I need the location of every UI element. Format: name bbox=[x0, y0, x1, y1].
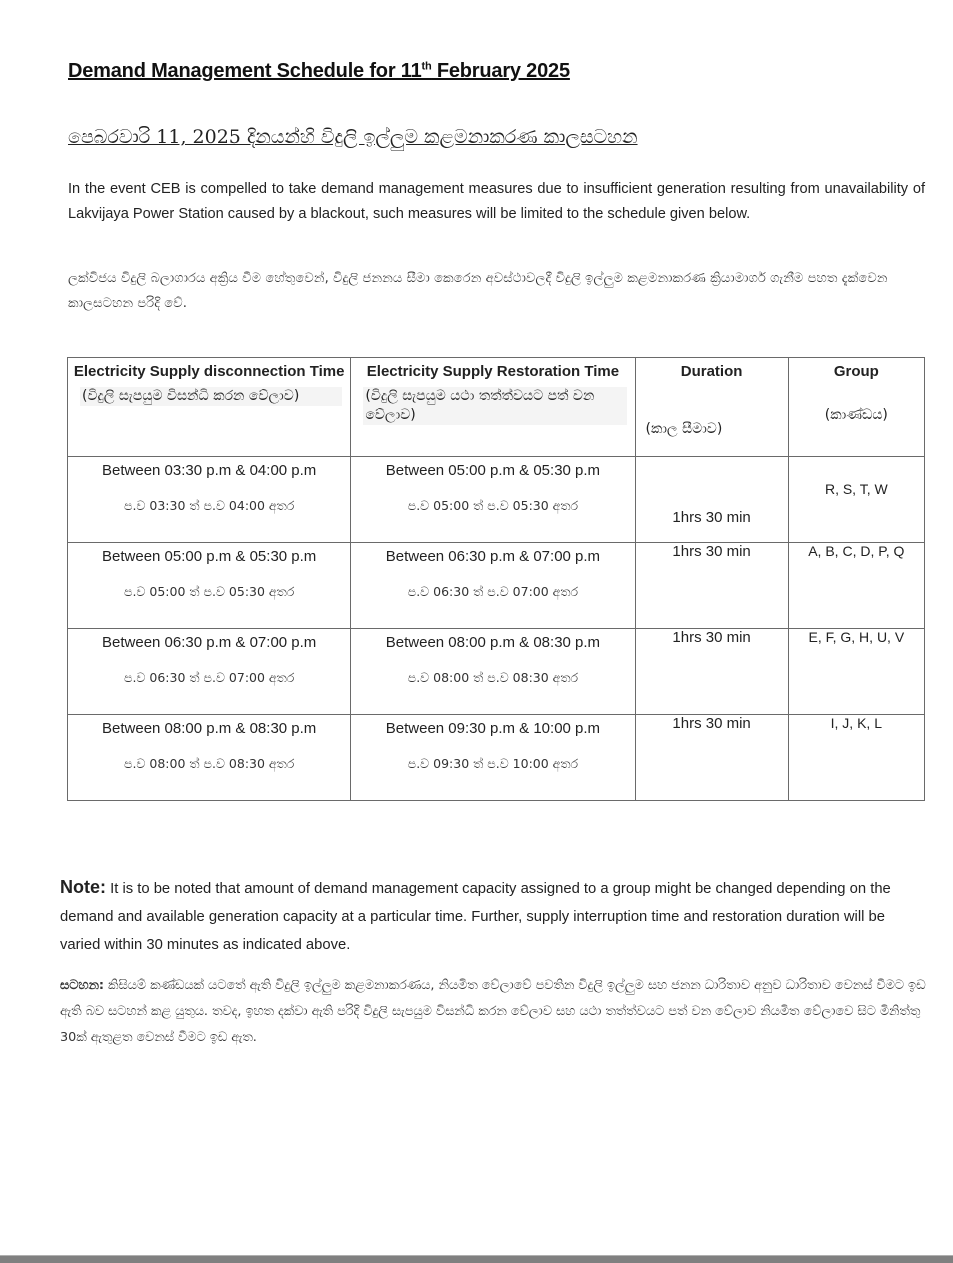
restoration-cell: Between 09:30 p.m & 10:00 p.m ප.ව 09:30 ත් ප.ව 10:00 අතර bbox=[351, 715, 635, 801]
restoration-cell: Between 05:00 p.m & 05:30 p.m ප.ව 05:00 ත් ප.ව 05:30 අතර bbox=[351, 457, 635, 543]
disconnection-cell: Between 03:30 p.m & 04:00 p.m ප.ව 03:30 ත් ප.ව 04:00 අතර bbox=[68, 457, 351, 543]
group-cell: A, B, C, D, P, Q bbox=[788, 543, 924, 629]
page-title: Demand Management Schedule for 11th February 2025 bbox=[68, 60, 570, 82]
table-row bbox=[68, 457, 925, 543]
header-disconnection-time: Electricity Supply disconnection Time (විදුලි සැපයුම විසන්ධි කරන වේලාව) bbox=[68, 358, 351, 457]
schedule-table bbox=[67, 357, 925, 801]
group-cell: E, F, G, H, U, V bbox=[788, 629, 924, 715]
disconnection-cell: Between 08:00 p.m & 08:30 p.m ප.ව 08:00 ත් ප.ව 08:30 අතර bbox=[68, 715, 351, 801]
group-cell: R, S, T, W bbox=[788, 457, 924, 543]
disconnection-cell: Between 06:30 p.m & 07:00 p.m ප.ව 06:30 ත් ප.ව 07:00 අතර bbox=[68, 629, 351, 715]
note-label: Note: bbox=[60, 877, 106, 897]
table-row bbox=[68, 629, 925, 715]
duration-cell: 1hrs 30 min bbox=[635, 543, 788, 629]
note-paragraph bbox=[60, 873, 926, 959]
header-group: Group (කාණ්ඩය) bbox=[788, 358, 924, 457]
restoration-cell: Between 08:00 p.m & 08:30 p.m ප.ව 08:00 ත් ප.ව 08:30 අතර bbox=[351, 629, 635, 715]
restoration-cell: Between 06:30 p.m & 07:00 p.m ප.ව 06:30 ත් ප.ව 07:00 අතර bbox=[351, 543, 635, 629]
table-header-row bbox=[68, 358, 925, 457]
table-row bbox=[68, 543, 925, 629]
header-restoration-time: Electricity Supply Restoration Time (විදුලි සැපයුම යථා තත්ත්වයට පත් වන වේලාව) bbox=[351, 358, 635, 457]
duration-cell: 1hrs 30 min bbox=[635, 629, 788, 715]
note-text: It is to be noted that amount of demand management capacity assigned to a group might be changed depending on the demand and available generation capacity at a particular time. Further, supply interruption time and restoration duration will be varied within 30 minutes as indicated above. bbox=[60, 881, 891, 953]
sinhala-intro-paragraph: ලක්විජය විදුලි බලාගාරය අක්‍රිය වීම හේතුවෙන්, විදුලි ජනනය සීමා කෙරෙන අවස්ථාවලදී විදුලි ඉල්ලුම කළමනාකරණ ක්‍රියාමාර්ග ගැනීම පහත දැක්වෙන කාලසටහන පරිදි වේ. bbox=[68, 271, 888, 311]
intro-paragraph: In the event CEB is compelled to take demand management measures due to insufficient generation resulting from unavailability of Lakvijaya Power Station caused by a blackout, such measures will be limited to the schedule given below. bbox=[68, 181, 925, 222]
header-duration: Duration (කාල සීමාව) bbox=[635, 358, 788, 457]
sinhala-note-text: කිසියම් කණ්ඩයක් යටතේ ඇති විදුලි ඉල්ලුම කළමනාකරණය, නියමිත වේලාවේ පවතින විදුලි ඉල්ලුම සහ ජනන ධාරිතාව අනුව ධාරිතාව වෙනස් වීමට ඉඩ ඇති බව සටහන් කළ යුතුය. තවද, ඉහත දක්වා ඇති පරිදි විදුලි සැපයුම විසන්ධි කරන වේලාව සහ යථා තත්ත්වයට පත් වන වේලාව නියමිත වේලාවෙ සිට මිනිත්තු 30ක් ඇතුළත වෙනස් වීමට ඉඩ ඇත. bbox=[60, 978, 926, 1045]
group-cell: I, J, K, L bbox=[788, 715, 924, 801]
disconnection-cell: Between 05:00 p.m & 05:30 p.m ප.ව 05:00 ත් ප.ව 05:30 අතර bbox=[68, 543, 351, 629]
table-row bbox=[68, 715, 925, 801]
duration-cell: 1hrs 30 min bbox=[635, 715, 788, 801]
sinhala-title: පෙබරවාරි 11, 2025 දිනයන්හි විදුලි ඉල්ලුම කළමනාකරණ කාලසටහන bbox=[68, 126, 638, 148]
duration-cell: 1hrs 30 min bbox=[635, 457, 788, 543]
sinhala-note-label: සටහන: bbox=[60, 978, 104, 993]
sinhala-note-paragraph bbox=[60, 973, 926, 1051]
